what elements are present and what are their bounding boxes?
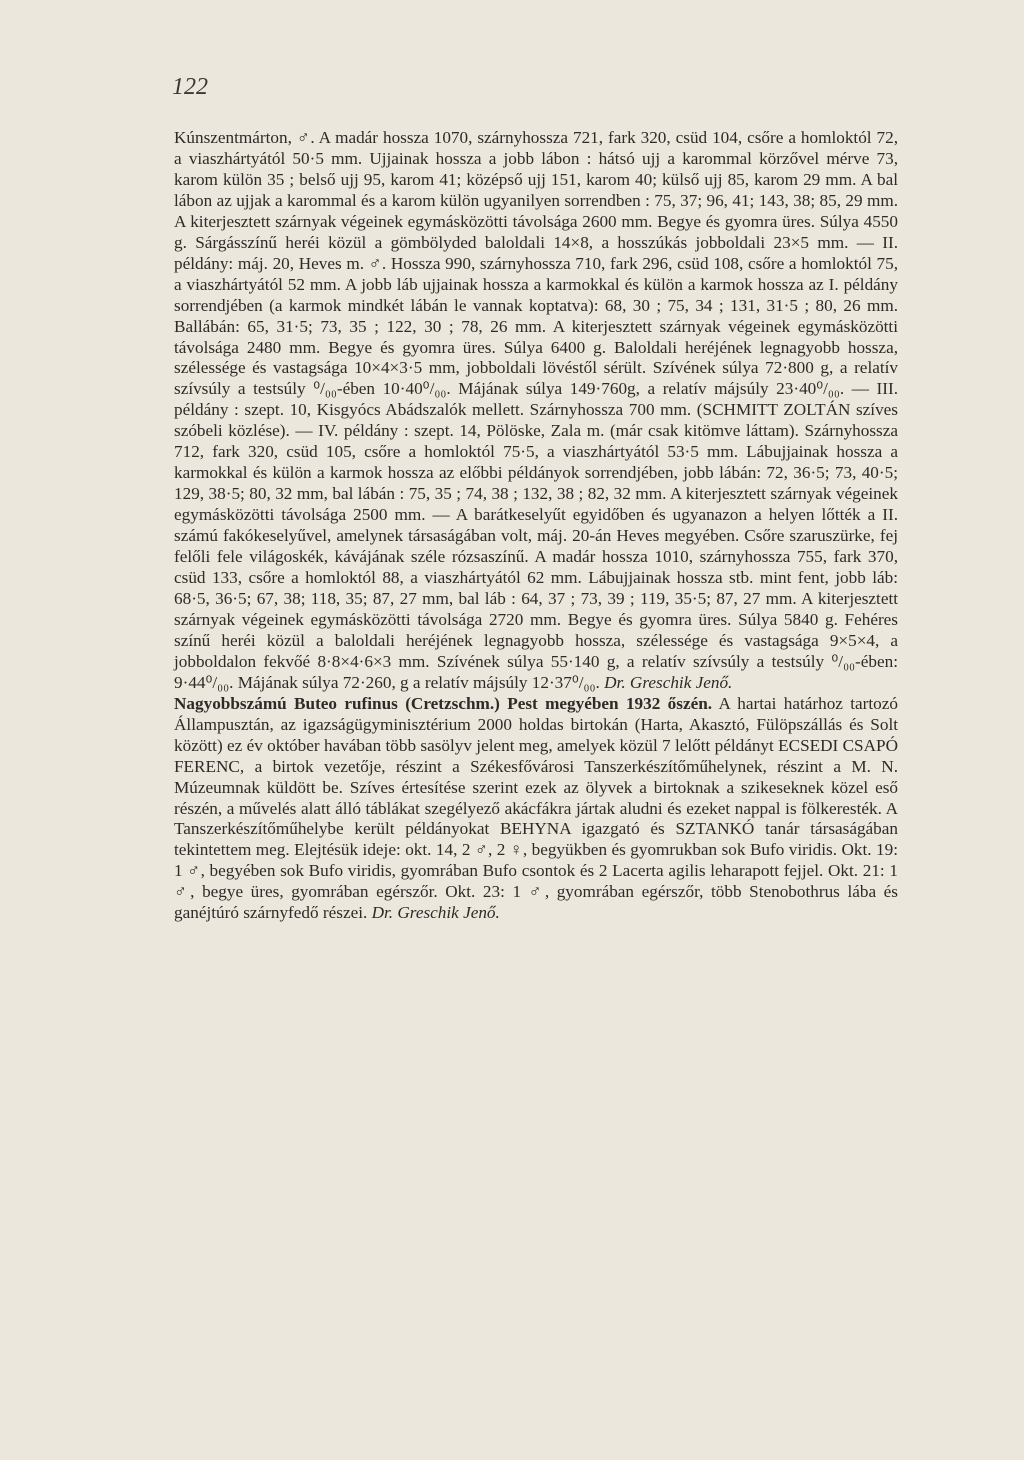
article-body	[174, 128, 898, 924]
page-number: 122	[172, 74, 208, 100]
paragraph-2-signature: Dr. Greschik Jenő.	[371, 903, 500, 923]
paragraph-1-signature: Dr. Greschik Jenő.	[604, 672, 733, 692]
paragraph-1	[174, 128, 898, 694]
paragraph-2	[174, 694, 898, 924]
paragraph-2-text: A hartai határhoz tartozó Állampusztán, az igazságügyminisztérium 2000 holdas birtokán (Harta, Akasztó, Fülöpszállás és Solt között) ez év október havában több sasölyv jelent meg, amelyek közül 7 lelőtt példányt ECSEDI CSAPÓ FERENC, a birtok vezetője, részint a Székesfővárosi Tanszerkészítőműhelynek, részint a M. N. Múzeumnak küldött be. Szíves értesítése szerint ezek az ölyvek a birtoknak a szikeseknek közel eső részén, a művelés alatt álló táblákat szegélyező akácfákra jártak aludni és ezeket nappal is fölkeresték. A Tanszerkészítőműhelybe került példányokat BEHYNA igazgató és SZTANKÓ tanár társaságában tekintettem meg. Elejtésük ideje: okt. 14, 2 ♂, 2 ♀, begyükben és gyomrukban sok Bufo viridis. Okt. 19: 1 ♂, begyében sok Bufo viridis, gyomrában Bufo csontok és 2 Lacerta agilis leharapott fejjel. Okt. 21: 1 ♂, begye üres, gyomrában egérszőr. Okt. 23: 1 ♂, gyomrában egérszőr, több Stenobothrus lába és ganéjtúró szárnyfedő részei.	[174, 693, 898, 923]
paragraph-1-text: Kúnszentmárton, ♂. A madár hossza 1070, szárnyhossza 721, fark 320, csüd 104, csőre a homloktól 72, a viaszhártyától 50·5 mm. Ujjainak hossza a jobb lábon : hátsó ujj a karommal körzővel mérve 73, karom külön 35 ; belső ujj 95, karom 41; középső ujj 151, karom 40; külső ujj 85, karom 29 mm. A bal lábon az ujjak a karommal és a karom külön ugyanilyen sorrendben : 75, 37; 96, 41; 143, 38; 85, 29 mm. A kiterjesztett szárnyak végeinek egymásközötti távolsága 2600 mm. Begye és gyomra üres. Súlya 4550 g. Sárgásszínű heréi közül a gömbölyded baloldali 14×8, a hosszúkás jobboldali 23×5 mm. — II. példány: máj. 20, Heves m. ♂. Hossza 990, szárnyhossza 710, fark 296, csüd 108, csőre a homloktól 75, a viaszhártyától 52 mm. A jobb láb ujjainak hossza a karmokkal és külön a karmok hossza az I. példány sorrendjében (a karmok mindkét lábán le vannak koptatva): 68, 30 ; 75, 34 ; 131, 31·5 ; 80, 26 mm. Ballábán: 65, 31·5; 73, 35 ; 122, 30 ; 78, 26 mm. A kiterjesztett szárnyak végeinek egymásközötti távolsága 2480 mm. Begye és gyomra üres. Súlya 6400 g. Baloldali heréjének legnagyobb hossza, szélessége és vastagsága 10×4×3·5 mm, jobboldali lövéstől sérült. Szívének súlya 72·800 g, a relatív szívsúly a testsúly ⁰/₀₀-ében 10·40⁰/₀₀. Májának súlya 149·760g, a relatív májsúly 23·40⁰/₀₀. — III. példány : szept. 10, Kisgyócs Abádszalók mellett. Szárnyhossza 700 mm. (SCHMITT ZOLTÁN szíves szóbeli közlése). — IV. példány : szept. 14, Pölöske, Zala m. (már csak kitömve láttam). Szárnyhossza 712, fark 320, csüd 105, csőre a homloktól 75·5, a viaszhártyától 53·5 mm. Lábujjainak hossza a karmokkal és külön a karmok hossza az előbbi példányok sorrendjében, jobb lábán: 72, 36·5; 73, 40·5; 129, 38·5; 80, 32 mm, bal lábán : 75, 35 ; 74, 38 ; 132, 38 ; 82, 32 mm. A kiterjesztett szárnyak végeinek egymásközötti távolsága 2500 mm. — A barátkeselyűt egyidőben és ugyanazon a helyen lőtték a II. számú fakókeselyűvel, amelynek társaságában volt, máj. 20-án Heves megyében. Csőre szaruszürke, fej felőli fele világoskék, kávájának széle rózsaszínű. A madár hossza 1010, szárnyhossza 755, fark 370, csüd 133, csőre a homloktól 88, a viaszhártyától 62 mm. Lábujjainak hossza stb. mint fent, jobb láb: 68·5, 36·5; 67, 38; 118, 35; 87, 27 mm, bal láb : 64, 37 ; 73, 39 ; 119, 35·5; 87, 27 mm. A kiterjesztett szárnyak végeinek egymásközötti távolsága 2720 mm. Begye és gyomra üres. Súlya 5840 g. Fehéres színű heréi közül a baloldali heréjének legnagyobb hossza, szélessége és vastagsága 9×5×4, a jobboldalon fekvőé 8·8×4·6×3 mm. Szívének súlya 55·140 g, a relatív szívsúly a testsúly ⁰/₀₀-ében: 9·44⁰/₀₀. Májának súlya 72·260, g a relatív májsúly 12·37⁰/₀₀.	[174, 128, 898, 692]
section-title: Nagyobbszámú Buteo rufinus (Cretzschm.) Pest megyében 1932 őszén.	[174, 693, 713, 713]
